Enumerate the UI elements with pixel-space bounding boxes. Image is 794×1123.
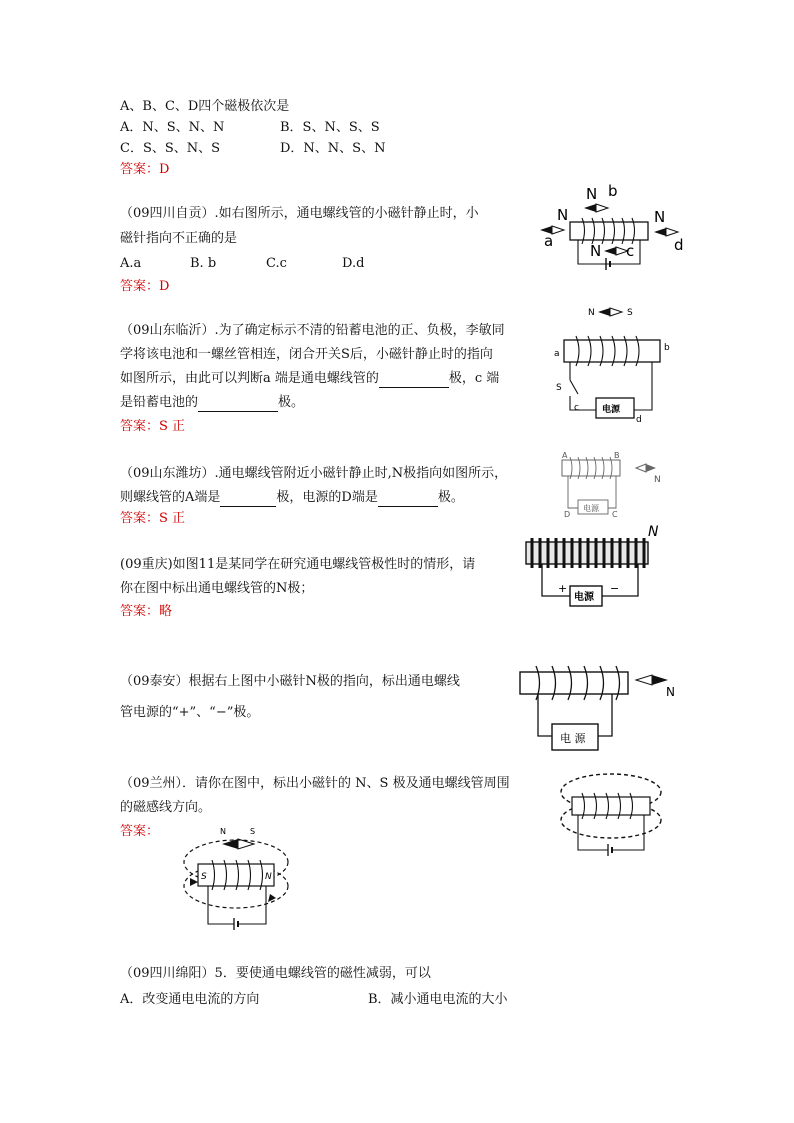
q4-answer: 答案：S 正 <box>120 511 186 526</box>
q5-line-2: 你在图中标出通电螺线管的N极； <box>120 581 314 596</box>
q7-line-1: （09兰州）．请你在图中，标出小磁针的 N、S 极及通电螺线管周围 <box>120 776 510 791</box>
q1-option-a: A．N、S、N、N <box>120 120 225 135</box>
q2-option-a: A.a <box>120 256 142 271</box>
compass-needle-dark <box>652 675 668 685</box>
q4-line-2a: 则螺线管的A端是 <box>120 490 221 505</box>
q4-terminal-c-label: C <box>612 510 618 519</box>
q7-compass-n-label: N <box>220 827 226 836</box>
circuit-wire <box>612 815 644 850</box>
circuit-wire <box>578 815 608 850</box>
q5-minus-label: − <box>610 582 620 595</box>
q4-end-a-label: A <box>562 451 568 460</box>
compass-needle-dark <box>598 308 610 316</box>
q2-top-n-label: N <box>586 185 598 203</box>
circuit-wire <box>568 476 578 508</box>
q3-line-3a: 如图所示，由此可以判断a 端是通电螺线管的 <box>120 371 379 386</box>
q8-option-b: B．减小通电电流的大小 <box>368 992 508 1007</box>
q2-option-d: D.d <box>342 256 365 271</box>
q1-stem: A、B、C、D四个磁极依次是 <box>120 99 290 114</box>
compass-needle-dark <box>646 464 656 472</box>
q4-line-2b: 极，电源的D端是 <box>276 490 378 505</box>
q3-figure <box>548 298 678 428</box>
q2-left-n-label: N <box>557 206 569 224</box>
q3-blank-1[interactable] <box>379 373 449 388</box>
q1-option-b: B．S、N、S、S <box>280 120 380 135</box>
q2-figure <box>540 180 690 275</box>
solenoid-tube <box>520 672 628 694</box>
q5-answer: 答案：略 <box>120 604 173 619</box>
q3-answer: 答案：S 正 <box>120 419 186 434</box>
q3-line-3b: 极，c 端 <box>448 371 500 386</box>
q5-plus-label: + <box>558 582 568 595</box>
q1-option-d: D．N、N、S、N <box>280 141 386 156</box>
q7-question-figure <box>556 768 668 858</box>
q5-source-label: 电源 <box>574 592 594 603</box>
q8-option-a: A．改变通电电流的方向 <box>120 992 260 1007</box>
q6-figure <box>518 660 688 760</box>
compass-needle-dark <box>584 204 596 212</box>
q6-compass-n-label: N <box>666 685 675 699</box>
q2-right-d-label: d <box>674 236 684 254</box>
q3-end-b-label: b <box>664 343 670 353</box>
compass-needle-light <box>552 226 564 234</box>
q4-source-label: 电源 <box>583 504 599 513</box>
q3-switch-label: S <box>556 383 562 393</box>
q4-blank-2[interactable] <box>378 492 438 507</box>
circuit-wire <box>634 362 652 410</box>
q6-source-label: 电 源 <box>560 732 586 745</box>
q2-option-b: B. b <box>190 256 217 271</box>
q2-line-1: （09四川自贡）.如右图所示，通电螺线管的小磁针静止时，小 <box>120 206 479 221</box>
compass-needle-light <box>666 228 678 236</box>
q4-compass-n-label: N <box>654 475 661 485</box>
q1-option-c: C．S、S、N、S <box>120 141 221 156</box>
q2-line-2: 磁针指向不正确的是 <box>120 231 238 246</box>
q7-line-2: 的磁感线方向。 <box>120 800 212 815</box>
q2-right-n-label: N <box>654 208 666 226</box>
circuit-wire <box>238 886 266 924</box>
q4-line-1: （09山东潍坊）.通电螺线管附近小磁针静止时,N极指向如图所示， <box>120 466 508 481</box>
circuit-wire <box>608 476 616 508</box>
q3-line-4b: 极。 <box>278 395 305 410</box>
q7-answer: 答案： <box>120 824 160 839</box>
q3-compass-n-label: N <box>588 308 595 318</box>
q7-compass-s-label: S <box>250 827 256 836</box>
q3-line-3 <box>120 370 499 388</box>
q3-compass-s-label: S <box>627 308 633 318</box>
q5-line-1: (09重庆)如图11是某同学在研究通电螺线管极性时的情形，请 <box>120 557 476 572</box>
q2-left-a-label: a <box>544 232 554 250</box>
q3-line-4a: 是铅蓄电池的 <box>120 395 199 410</box>
q4-line-2c: 极。 <box>437 490 464 505</box>
circuit-wire <box>538 694 552 736</box>
solenoid-coil <box>532 538 644 568</box>
q8-line-1: （09四川绵阳）5．要使通电螺线管的磁性减弱，可以 <box>120 966 431 981</box>
q7-answer-figure <box>180 826 300 938</box>
q4-terminal-d-label: D <box>564 510 571 519</box>
compass-needle-dark <box>604 247 616 255</box>
q3-line-4 <box>120 394 304 412</box>
q1-answer: 答案：D <box>120 162 170 177</box>
compass-needle-light <box>636 675 652 685</box>
q4-line-2 <box>120 489 464 507</box>
q3-line-2: 学将该电池和一螺丝管相连，闭合开关S后，小磁针静止时的指向 <box>120 347 493 362</box>
circuit-wire <box>598 694 612 736</box>
compass-needle-dark <box>654 228 666 236</box>
field-direction-arrow <box>268 894 276 902</box>
q4-figure <box>556 448 676 518</box>
q6-line-1: （09泰安）根据右上图中小磁针N极的指向，标出通电螺线 <box>120 674 460 689</box>
q3-line-1: （09山东临沂）.为了确定标示不清的铅蓄电池的正、负极，李敏同 <box>120 323 505 338</box>
q3-terminal-d-label: d <box>636 415 642 425</box>
q2-option-c: C.c <box>266 256 287 271</box>
compass-needle-light <box>596 204 608 212</box>
q2-mid-n-label: N <box>590 242 602 260</box>
q7-solenoid-right-label: N <box>265 872 272 882</box>
q4-end-b-label: B <box>614 451 620 460</box>
switch-lever[interactable] <box>570 380 578 394</box>
compass-needle-light <box>636 464 646 472</box>
q3-terminal-c-label: c <box>574 403 579 413</box>
q2-mid-c-label: c <box>626 242 635 260</box>
q5-figure <box>520 520 670 612</box>
q7-solenoid-left-label: S <box>201 872 207 882</box>
q5-n-label: N <box>648 524 659 540</box>
q6-line-2: 管电源的“+”、“−”极。 <box>120 705 260 720</box>
q3-blank-2[interactable] <box>198 397 278 412</box>
compass-needle-light <box>610 308 622 316</box>
q3-end-a-label: a <box>554 349 560 359</box>
solenoid-coil <box>536 666 620 700</box>
circuit-wire <box>602 564 638 596</box>
q2-top-b-label: b <box>608 182 618 200</box>
q3-source-label: 电源 <box>602 405 621 415</box>
solenoid-tube <box>570 222 648 240</box>
field-direction-arrow <box>190 878 198 886</box>
q4-blank-1[interactable] <box>220 492 276 507</box>
q2-answer: 答案：D <box>120 279 170 294</box>
